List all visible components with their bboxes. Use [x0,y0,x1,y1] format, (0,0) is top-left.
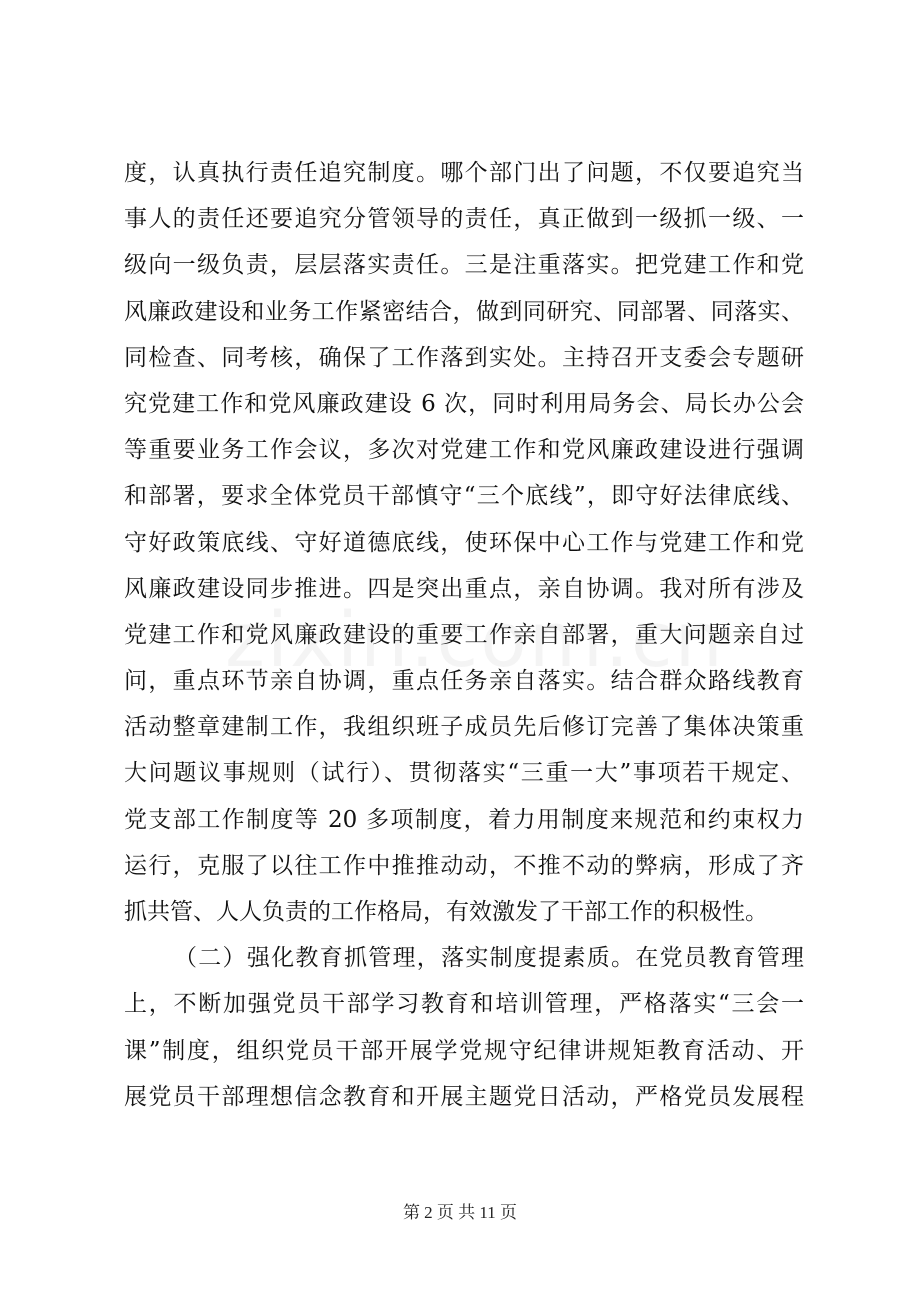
text-line: 事人的责任还要追究分管领导的责任，真正做到一级抓一级、一 [124,206,804,233]
text-line: 同检查、同考核，确保了工作落到实处。主持召开支委会专题研 [124,344,804,371]
section-heading-line: （二）强化教育抓管理，落实制度提素质。在党员教育管理 [174,945,804,972]
text-line: 问，重点环节亲自协调，重点任务亲自落实。结合群众路线教育 [124,668,804,695]
text-line: 风廉政建设和业务工作紧密结合，做到同研究、同部署、同落实、 [124,298,804,325]
text-line: 大问题议事规则（试行）、贯彻落实“三重一大”事项若干规定、 [124,760,804,787]
text-line: 风廉政建设同步推进。四是突出重点，亲自协调。我对所有涉及 [124,575,804,602]
page-footer: 第 2 页 共 11 页 [402,1203,518,1222]
text-line: 上，不断加强党员干部学习教育和培训管理，严格落实“三会一 [124,991,804,1018]
text-line: 党建工作和党风廉政建设的重要工作亲自部署，重大问题亲自过 [124,621,804,648]
text-line: 和部署，要求全体党员干部慎守“三个底线”，即守好法律底线、 [124,483,804,510]
text-line: 等重要业务工作会议，多次对党建工作和党风廉政建设进行强调 [124,437,804,464]
text-line: 课”制度，组织党员干部开展学党规守纪律讲规矩教育活动、开 [124,1037,804,1064]
text-line: 运行，克服了以往工作中推推动动，不推不动的弊病，形成了齐 [124,852,804,879]
text-line: 究党建工作和党风廉政建设 6 次，同时利用局务会、局长办公会 [124,390,804,417]
text-line: 党支部工作制度等 20 多项制度，着力用制度来规范和约束权力 [124,806,804,833]
text-line: 守好政策底线、守好道德底线，使环保中心工作与党建工作和党 [124,529,804,556]
text-line: 展党员干部理想信念教育和开展主题党日活动，严格党员发展程 [124,1083,804,1110]
document-body [124,150,804,1120]
text-line: 抓共管、人人负责的工作格局，有效激发了干部工作的积极性。 [124,899,768,925]
text-line: 级向一级负责，层层落实责任。三是注重落实。把党建工作和党 [124,252,804,279]
text-line: 度，认真执行责任追究制度。哪个部门出了问题，不仅要追究当 [124,160,804,186]
text-line: 活动整章建制工作，我组织班子成员先后修订完善了集体决策重 [124,714,804,741]
